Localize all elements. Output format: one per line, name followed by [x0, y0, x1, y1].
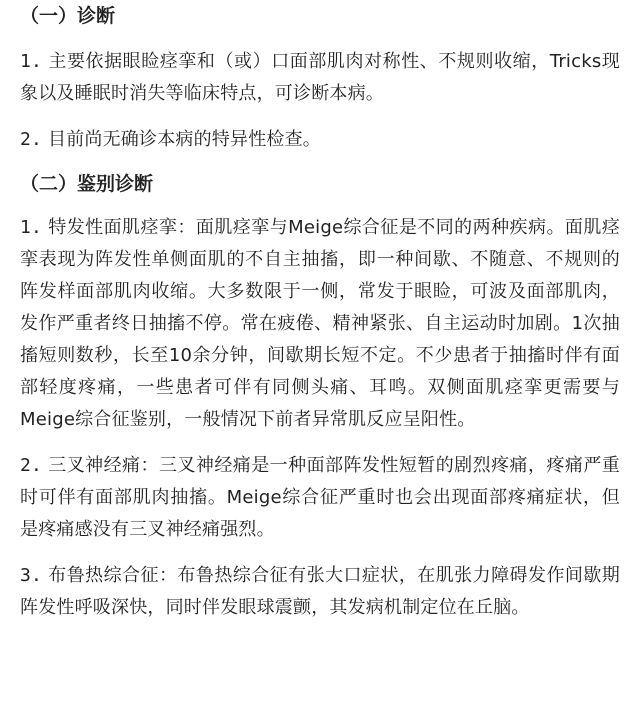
differential-item-2 [20, 450, 620, 546]
item-text: 三叉神经痛：三叉神经痛是一种面部阵发性短暂的剧烈疼痛，疼痛严重时可伴有面部肌肉抽搐。Meige综合征严重时也会出现面部疼痛症状，但是疼痛感没有三叉神经痛强烈。 [20, 455, 620, 540]
item-text: 主要依据眼睑痉挛和（或）口面部肌肉对称性、不规则收缩，Tricks现象以及睡眠时消失等临床特点，可诊断本病。 [20, 51, 620, 104]
diagnosis-item-2 [20, 124, 620, 156]
item-text: 目前尚无确诊本病的特异性检查。 [42, 129, 321, 150]
diagnosis-item-1 [20, 46, 620, 110]
item-text: 布鲁热综合征：布鲁热综合征有张大口症状，在肌张力障碍发作间歇期阵发性呼吸深快，同时伴发眼球震颤，其发病机制定位在丘脑。 [20, 565, 620, 618]
item-number: 2. [20, 455, 43, 476]
section-heading-diagnosis: （一）诊断 [20, 5, 116, 27]
item-number: 2. [20, 129, 43, 150]
item-text: 特发性面肌痉挛：面肌痉挛与Meige综合征是不同的两种疾病。面肌痉挛表现为阵发性单侧面肌的不自主抽搐，即一种间歇、不随意、不规则的阵发样面部肌肉收缩。大多数限于一侧，常发于眼睑，可波及面部肌肉，发作严重者终日抽搐不停。常在疲倦、精神紧张、自主运动时加剧。1次抽搐短则数秒，长至10余分钟，间歇期长短不定。不少患者于抽搐时伴有面部轻度疼痛，一些患者可伴有同侧头痛、耳鸣。双侧面肌痉挛更需要与Meige综合征鉴别，一般情况下前者异常肌反应呈阳性。 [20, 217, 620, 430]
item-number: 3. [20, 565, 43, 586]
differential-item-3 [20, 560, 620, 624]
item-number: 1. [20, 51, 43, 72]
item-number: 1. [20, 217, 43, 238]
section-heading-differential: （二）鉴别诊断 [20, 173, 154, 195]
differential-item-1 [20, 212, 620, 436]
